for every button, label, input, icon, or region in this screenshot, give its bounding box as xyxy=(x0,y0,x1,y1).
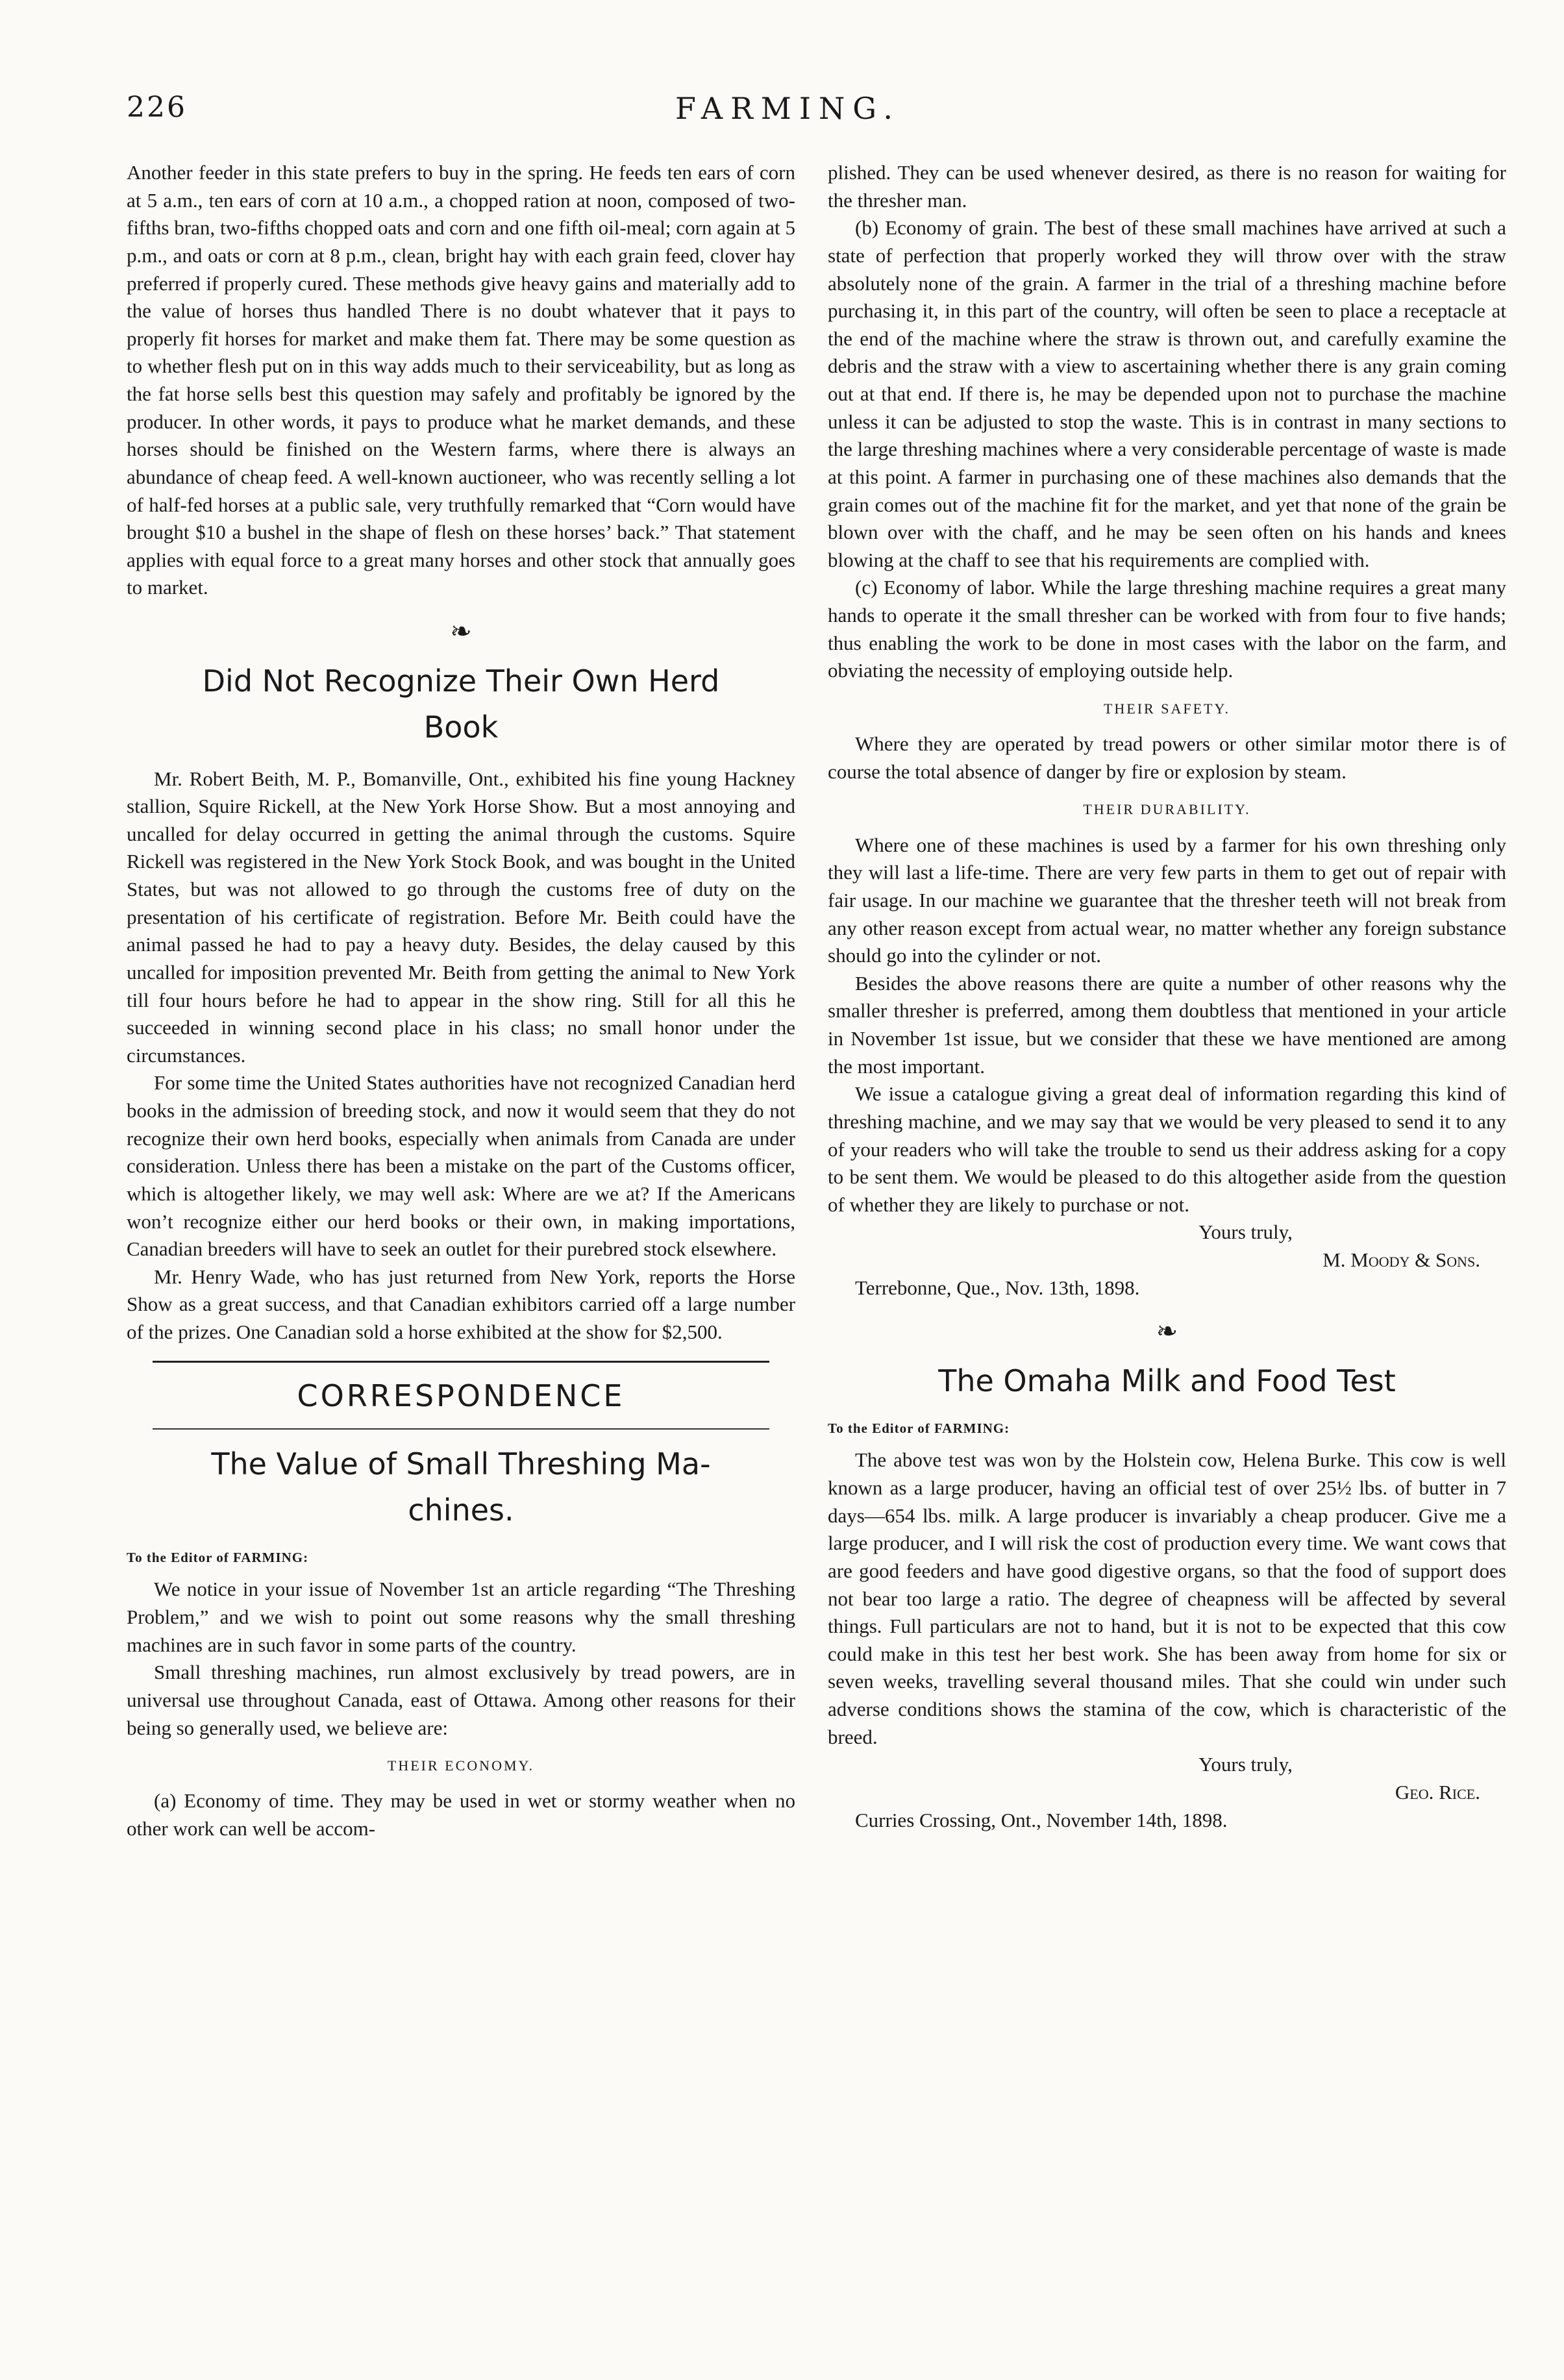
article-paragraph: Small threshing machines, run almost exclusively by tread powers, are in universal use throughout Canada, east of Ottawa. Among other reasons for their being so generally used, we believe are: xyxy=(127,1661,795,1739)
article-paragraph: Besides the above reasons there are quite a number of other reasons why the smaller thresher is preferred, among them doubtless that mentioned in your article in November 1st issue, but we consider that these we have mentioned are among the most important. xyxy=(828,971,1506,1078)
subhead-economy: THEIR ECONOMY. xyxy=(387,1757,535,1774)
fleuron-ornament-icon: ❧ xyxy=(1156,1317,1178,1346)
right-column xyxy=(828,159,1506,1834)
signature: M. Moody & Sons. xyxy=(1322,1248,1480,1271)
article-paragraph: Where one of these machines is used by a farmer for his own threshing only they will last a life-time. There are very few parts in them to get out of repair with fair usage. In our machine we guarantee that the thresher teeth will not break from any other reason except from actual wear, no matter whether any foreign substance should go into the cylinder or not. xyxy=(828,833,1506,967)
place-date: Curries Crossing, Ont., November 14th, 1898. xyxy=(855,1808,1228,1831)
fleuron-ornament-icon: ❧ xyxy=(450,617,472,646)
article-title-line: chines. xyxy=(408,1493,514,1528)
article-paragraph: For some time the United States authorities have not recognized Canadian herd books in the admission of breeding stock, and now it would seem that they do not recognize their own herd books, especially when animals from Canada are under consideration. Unless there has been a mistake on the part of the Customs officer, which is altogether likely, we may well ask: Where are we at? If the Americans won’t recognize either our herd books or their own, in making importations, Canadian breeders will have to seek an outlet for their purebred stock elsewhere. xyxy=(127,1071,795,1261)
article-paragraph: We notice in your issue of November 1st an article regarding “The Threshing Problem,” and we wish to point out some reasons why the small threshing machines are in such favor in some parts of the country. xyxy=(127,1578,795,1656)
signature: Geo. Rice. xyxy=(1395,1780,1480,1804)
article-paragraph: (a) Economy of time. They may be used in wet or stormy weather when no other work can well be accom- xyxy=(127,1789,795,1841)
article-title-herd-book xyxy=(127,658,795,751)
closing: Yours truly, xyxy=(1198,1753,1293,1776)
article-title-line: Book xyxy=(423,710,499,745)
to-editor-line: To the Editor of FARMING: xyxy=(828,1420,1010,1436)
closing: Yours truly, xyxy=(1198,1221,1293,1244)
continued-paragraph: plished. They can be used whenever desired, as there is no reason for waiting for the thresher man. xyxy=(828,161,1506,212)
article-paragraph: The above test was won by the Holstein cow, Helena Burke. This cow is well known as a large producer, having an official test of over 25½ lbs. of butter in 7 days—654 lbs. milk. A large producer is invariably a cheap producer. Give me a large producer, and I will risk the cost of production every time. We want cows that are good feeders and have good digestive organs, so that the food of support does not bear too large a ratio. The degree of cheapness will be affected by several things. Full particulars are not to hand, but it is not to be expected that this cow could make in this test her best work. She has been away from home for six or seven weeks, travelling several thousand miles. That she could win under such adverse conditions shows the stamina of the cow, which is characteristic of the breed. xyxy=(828,1448,1506,1748)
article-paragraph: Where they are operated by tread powers or other similar motor there is of course the total absence of danger by fire or explosion by steam. xyxy=(828,732,1506,783)
intro-paragraph: Another feeder in this state prefers to buy in the spring. He feeds ten ears of corn at 5 a.m., ten ears of corn at 10 a.m., a chopped ration at noon, composed of two-fifths bran, two-fifths chopped oats and corn and one fifth oil-meal; corn again at 5 p.m., and oats or corn at 8 p.m., clean, bright hay with each grain feed, clover hay preferred if properly cured. These methods give heavy gains and materially add to the value of horses thus handled There is no doubt whatever that it pays to properly fit horses for market and make them fat. There may be some question as to whether flesh put on in this way adds much to their serviceability, but as long as the fat horse sells best this question may safely and profitably be ignored by the producer. In other words, it pays to produce what he market demands, and these horses should be finished on the Western farms, where there is always an abundance of cheap feed. A well-known auctioneer, who was recently selling a lot of half-fed horses at a public sale, very truthfully remarked that “Corn would have brought $10 a bushel in the shape of flesh on these horses’ back.” That statement applies with equal force to a great many horses and other stock that annually goes to market. xyxy=(127,161,795,599)
article-paragraph: (b) Economy of grain. The best of these small machines have arrived at such a state of perfection that properly worked they will throw over with the straw absolutely none of the grain. A farmer in the trial of a threshing machine before purchasing it, in this part of the country, will often be seen to place a receptacle at the end of the machine where the straw is thrown out, and carefully examine the debris and the straw with a view to ascertaining whether there is any grain coming out at that end. If there is, he may be depended upon not to purchase the machine unless it can be adjusted to stop the waste. This is in contrast in many sections to the large threshing machines where a very considerable percentage of waste is made at this point. A farmer in purchasing one of these machines also demands that the grain comes out of the machine fit for the market, and yet that none of the grain be blown over with the chaff, and he may be seen often on his hands and knees blowing at the chaff to see that his requirements are complied with. xyxy=(828,216,1506,571)
article-title-line: Did Not Recognize Their Own Herd xyxy=(202,663,720,699)
section-divider xyxy=(153,1428,769,1430)
section-title-correspondence: CORRESPONDENCE xyxy=(297,1378,625,1413)
article-paragraph: Mr. Henry Wade, who has just returned from New York, reports the Horse Show as a great success, and that Canadian exhibitors carried off a large number of the prizes. One Canadian sold a horse exhibited at the show for $2,500. xyxy=(127,1265,795,1344)
article-paragraph: Mr. Robert Beith, M. P., Bomanville, Ont., exhibited his fine young Hackney stallion, Squire Rickell, at the New York Horse Show. But a most annoying and uncalled for delay occurred in getting the animal through the customs. Squire Rickell was registered in the New York Stock Book, and was bought in the United States, but was not allowed to go through the customs free of duty on the presentation of his certificate of registration. Before Mr. Beith could have the animal passed he had to pay a heavy duty. Besides, the delay caused by this uncalled for imposition prevented Mr. Beith from getting the animal to New York till four hours before he had to appear in the show ring. Still for all this he succeeded in winning second place in his class; no small honor under the circumstances. xyxy=(127,767,795,1067)
article-title-line: The Value of Small Threshing Ma- xyxy=(211,1446,711,1481)
to-editor-line: To the Editor of FARMING: xyxy=(127,1549,309,1565)
place-date: Terrebonne, Que., Nov. 13th, 1898. xyxy=(855,1276,1140,1299)
section-divider xyxy=(153,1361,769,1363)
subhead-safety: THEIR SAFETY. xyxy=(1103,700,1231,717)
running-head: FARMING. xyxy=(675,91,901,126)
left-column xyxy=(127,159,795,1843)
article-title-omaha: The Omaha Milk and Food Test xyxy=(938,1363,1396,1399)
article-title-threshing xyxy=(127,1441,795,1534)
article-paragraph: We issue a catalogue giving a great deal of information regarding this kind of threshing machine, and we may say that we would be very pleased to send it to any of your readers who will take the trouble to send us their address asking for a copy to be sent them. We would be pleased to do this altogether aside from the question of whether they are likely to purchase or not. xyxy=(828,1082,1506,1216)
subhead-durability: THEIR DURABILITY. xyxy=(1083,801,1251,818)
article-paragraph: (c) Economy of labor. While the large threshing machine requires a great many hands to operate it the small thresher can be worked with from four to five hands; thus enabling the work to be done in most cases with the labor on the farm, and obviating the necessity of employing outside help. xyxy=(828,576,1506,682)
page-number: 226 xyxy=(127,91,187,124)
